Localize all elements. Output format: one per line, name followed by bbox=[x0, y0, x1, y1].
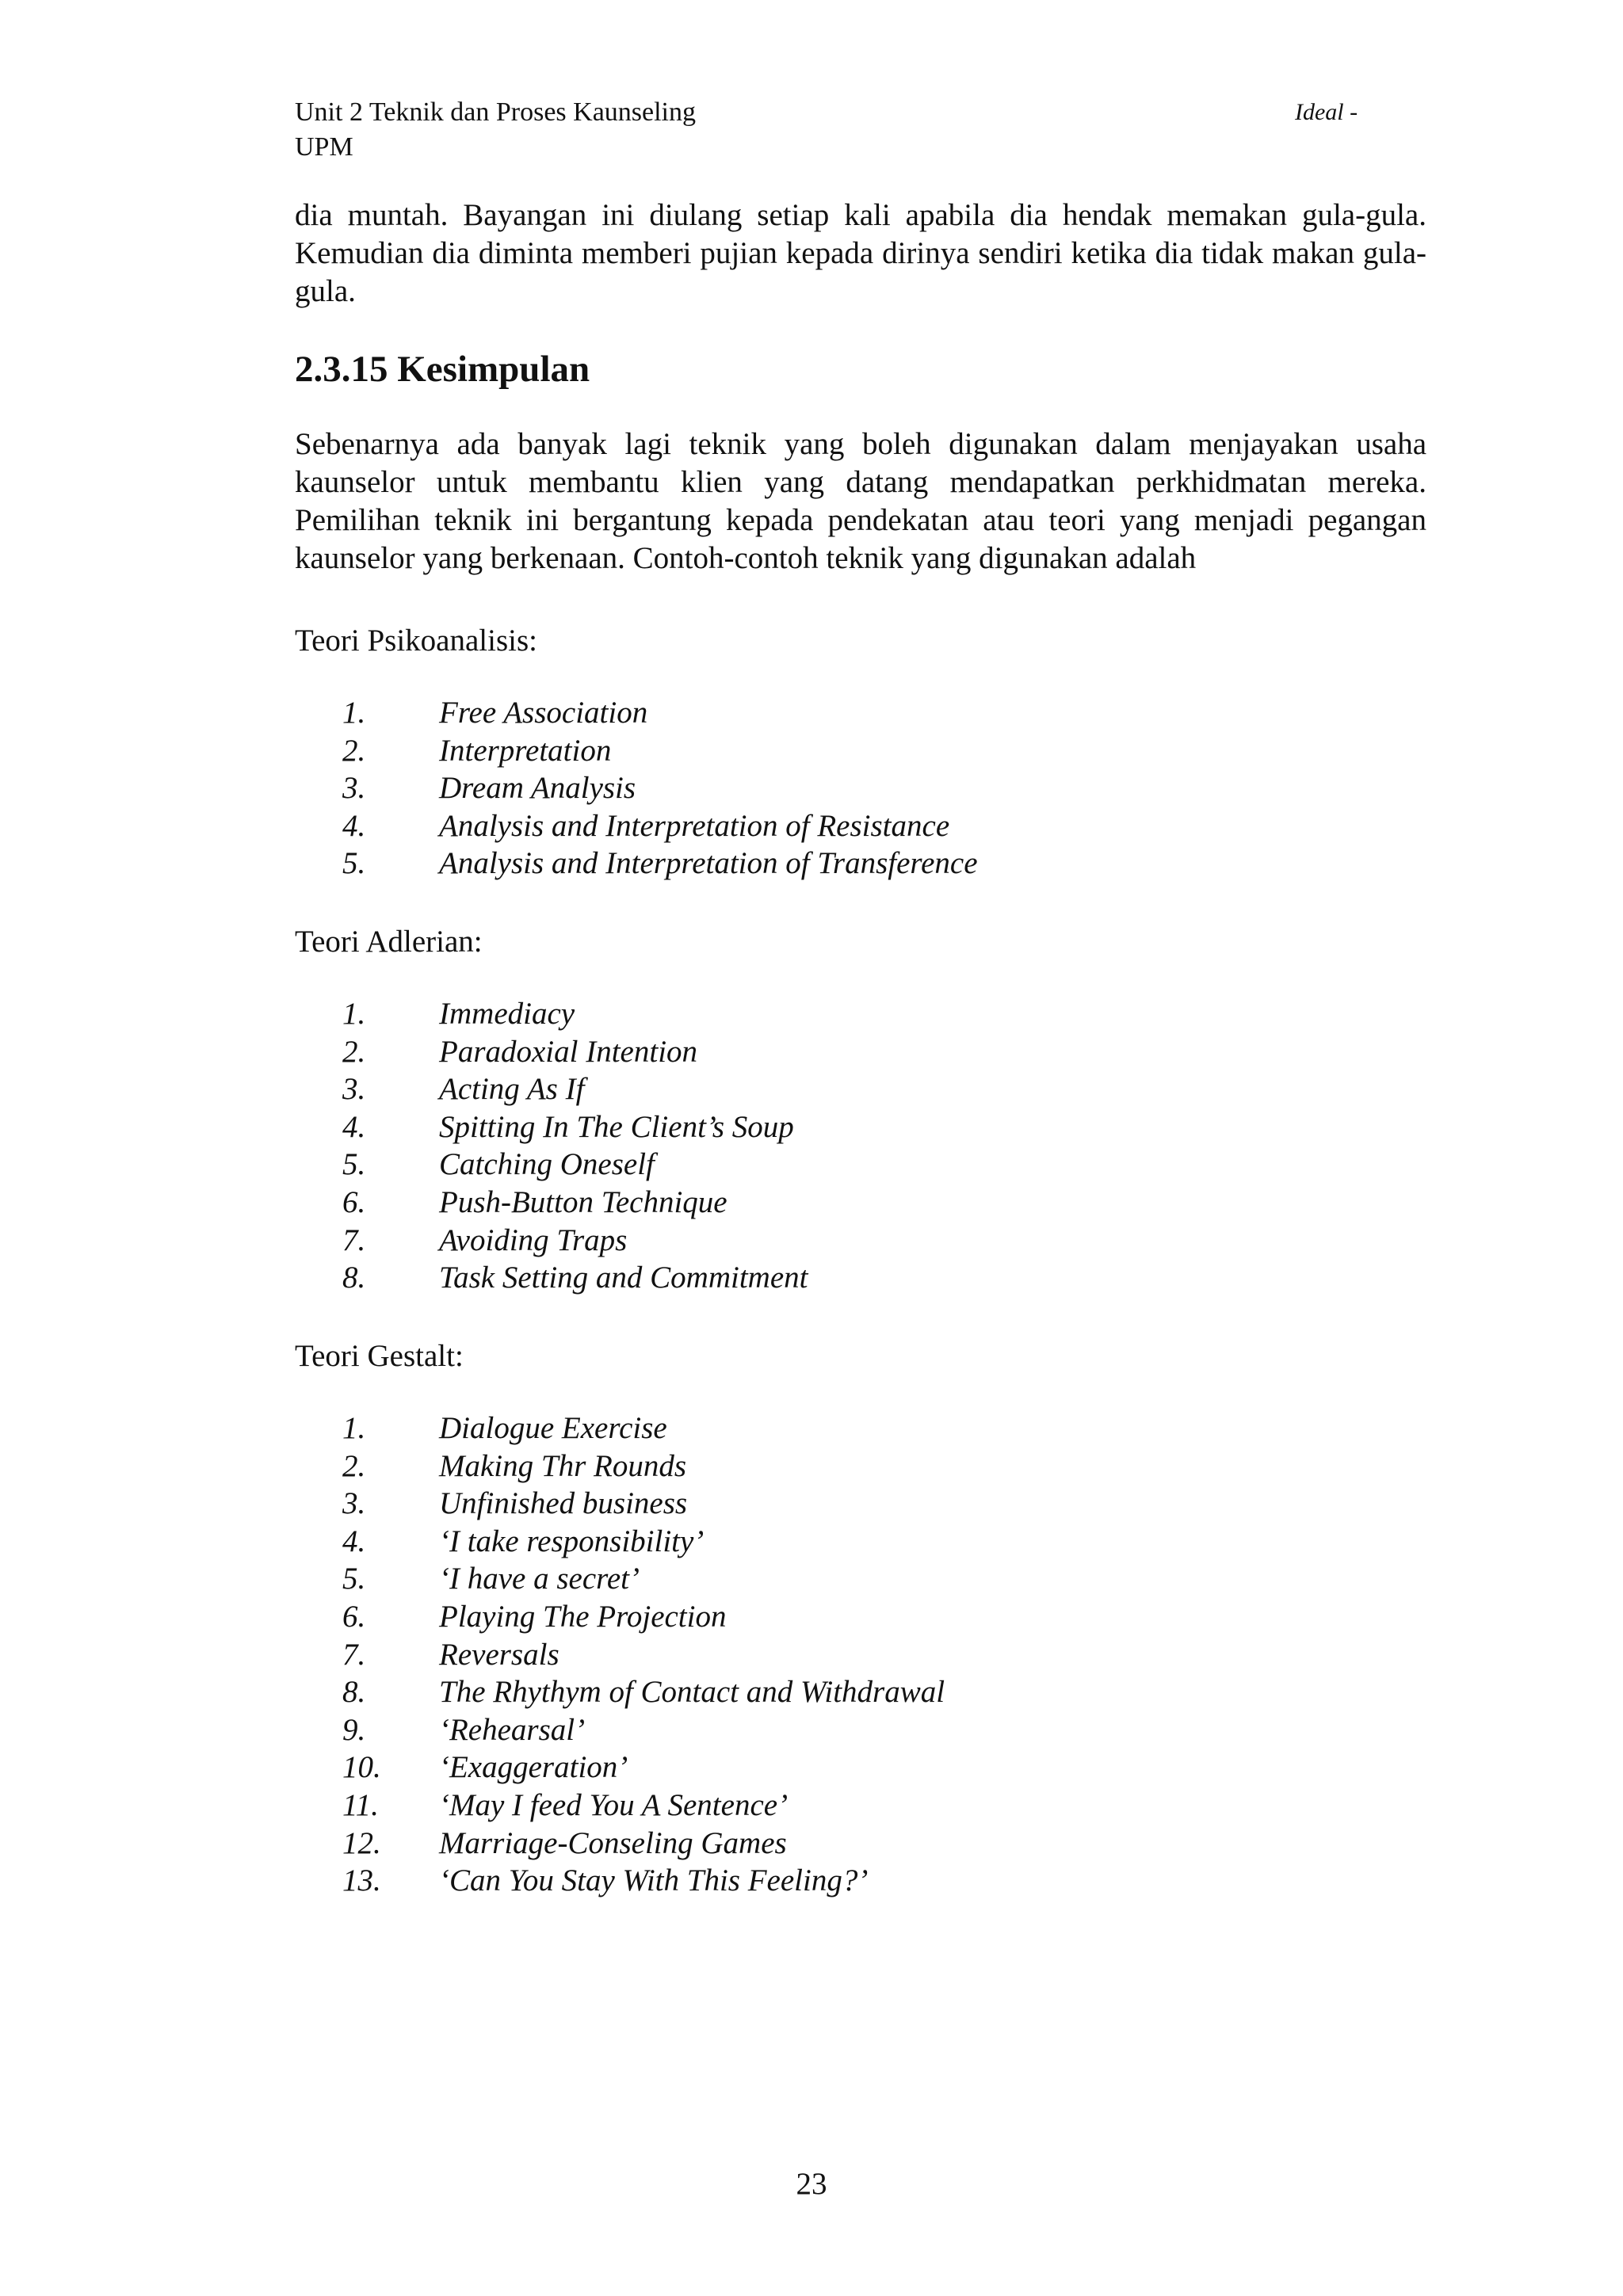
list-item: 3. Unfinished business bbox=[342, 1486, 688, 1521]
list-item: 1. Dialogue Exercise bbox=[342, 1411, 667, 1445]
list-item: 8. The Rhythym of Contact and Withdrawal bbox=[342, 1675, 945, 1710]
list-item: 13. ‘Can You Stay With This Feeling?’ bbox=[342, 1863, 869, 1898]
list-item: 2. Interpretation bbox=[342, 733, 612, 768]
header-unit-title: Unit 2 Teknik dan Proses Kaunseling bbox=[295, 97, 696, 127]
list-adlerian bbox=[342, 995, 808, 1297]
theory-label-psikoanalisis: Teori Psikoanalisis: bbox=[295, 624, 538, 658]
list-item: 11. ‘May I feed You A Sentence’ bbox=[342, 1787, 789, 1822]
section-heading: 2.3.15 Kesimpulan bbox=[295, 349, 590, 390]
list-item: 6. Playing The Projection bbox=[342, 1599, 727, 1634]
summary-paragraph: Sebenarnya ada banyak lagi teknik yang boleh digunakan dalam menjayakan usaha kaunselor untuk membantu klien yang datang mendapatkan perkhidmatan mereka. Pemilihan teknik ini bergantung kepada pendekatan atau teori yang menjadi pegangan kaunselor yang berkenaan. Contoh-contoh teknik yang digunakan adalah bbox=[295, 427, 1426, 575]
page-number: 23 bbox=[796, 2167, 827, 2201]
list-item: 4. Analysis and Interpretation of Resistance bbox=[342, 808, 950, 843]
list-item: 5. Analysis and Interpretation of Transference bbox=[342, 846, 978, 881]
list-item: 6. Push-Button Technique bbox=[342, 1184, 727, 1219]
list-gestalt bbox=[342, 1409, 945, 1900]
list-item: 7. Reversals bbox=[342, 1637, 559, 1672]
list-item: 5. Catching Oneself bbox=[342, 1147, 655, 1182]
list-item: 12. Marriage-Conseling Games bbox=[342, 1825, 787, 1860]
list-item: 4. Spitting In The Client’s Soup bbox=[342, 1109, 794, 1144]
theory-label-gestalt: Teori Gestalt: bbox=[295, 1339, 464, 1373]
theory-label-adlerian: Teori Adlerian: bbox=[295, 925, 483, 959]
list-item: 1. Immediacy bbox=[342, 997, 575, 1031]
list-item: 2. Making Thr Rounds bbox=[342, 1448, 686, 1483]
list-psikoanalisis bbox=[342, 694, 978, 883]
list-item: 3. Acting As If bbox=[342, 1072, 585, 1107]
list-item: 4. ‘I take responsibility’ bbox=[342, 1524, 705, 1558]
header-ideal-logo: Ideal - bbox=[1295, 99, 1358, 125]
list-item: 3. Dream Analysis bbox=[342, 771, 636, 806]
intro-paragraph: dia muntah. Bayangan ini diulang setiap kali apabila dia hendak memakan gula-gula. Kemudian dia diminta memberi pujian kepada dirinya sendiri ketika dia tidak makan gula-gula. bbox=[295, 198, 1426, 308]
list-item: 2. Paradoxial Intention bbox=[342, 1034, 698, 1069]
list-item: 5. ‘I have a secret’ bbox=[342, 1562, 640, 1596]
list-item: 7. Avoiding Traps bbox=[342, 1222, 628, 1257]
list-item: 8. Task Setting and Commitment bbox=[342, 1261, 808, 1295]
header-upm: UPM bbox=[295, 132, 353, 162]
list-item: 1. Free Association bbox=[342, 696, 648, 730]
list-item: 10. ‘Exaggeration’ bbox=[342, 1750, 628, 1785]
list-item: 9. ‘Rehearsal’ bbox=[342, 1712, 586, 1747]
